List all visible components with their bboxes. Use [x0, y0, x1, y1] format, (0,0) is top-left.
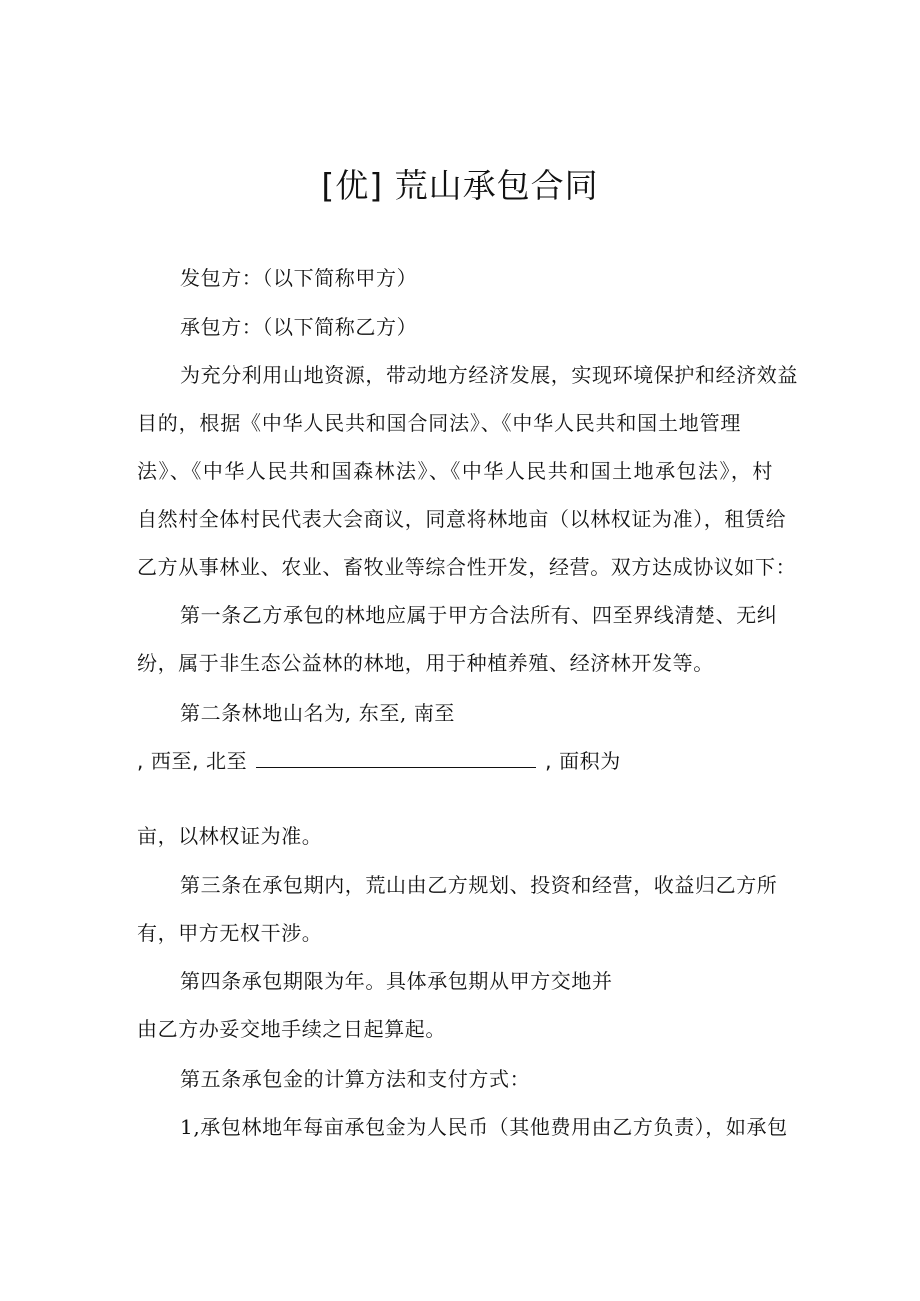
party-a-line: 发包方：（以下简称甲方）	[180, 266, 418, 290]
article-2-area: , 面积为	[545, 749, 621, 773]
article-5-line: 第五条承包金的计算方法和支付方式：	[180, 1067, 531, 1091]
paragraph-line: 目的，根据《中华人民共和国合同法》、《中华人民共和国土地管理	[137, 411, 741, 435]
blank-underline	[256, 747, 536, 768]
article-5-item-1-line: 1,承包林地年每亩承包金为人民币（其他费用由乙方负责），如承包	[180, 1115, 788, 1139]
article-4-line: 第四条承包期限为年。具体承包期从甲方交地并	[180, 969, 613, 993]
paragraph-line: 自然村全体村民代表大会商议，同意将林地亩（以林权证为准），租赁给	[137, 507, 787, 531]
article-2-boundary-line	[137, 747, 621, 775]
article-4-line: 由乙方办妥交地手续之日起算起。	[137, 1017, 446, 1041]
article-2-line: 亩，以林权证为准。	[137, 824, 323, 848]
paragraph-line: 法》、《中华人民共和国森林法》、《中华人民共和国土地承包法》，村	[137, 459, 773, 483]
paragraph-line: 为充分利用山地资源，带动地方经济发展，实现环境保护和经济效益	[180, 363, 798, 387]
article-2-line: 第二条林地山名为, 东至, 南至	[180, 701, 456, 725]
article-3-line: 第三条在承包期内，荒山由乙方规划、投资和经营，收益归乙方所	[180, 873, 778, 897]
article-2-west-north: , 西至, 北至	[137, 749, 248, 773]
article-1-line: 纷，属于非生态公益林的林地，用于种植养殖、经济林开发等。	[137, 651, 714, 675]
article-1-line: 第一条乙方承包的林地应属于甲方合法所有、四至界线清楚、无纠	[180, 603, 778, 627]
document-title: [优] 荒山承包合同	[321, 166, 599, 205]
party-b-line: 承包方：（以下简称乙方）	[180, 315, 418, 339]
article-3-line: 有，甲方无权干涉。	[137, 921, 323, 945]
paragraph-line: 乙方从事林业、农业、畜牧业等综合性开发，经营。双方达成协议如下：	[137, 555, 797, 579]
